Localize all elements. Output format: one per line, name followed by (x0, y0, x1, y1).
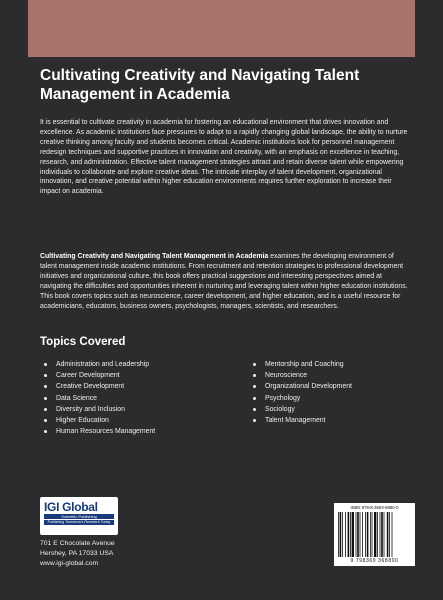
barcode-bar (377, 512, 378, 557)
barcode-bar (387, 512, 389, 557)
topics-heading: Topics Covered (40, 336, 126, 348)
description-paragraph-2-text: examines the developing environment of talent management inside academic institutions. From recruitment and retention strategies to professional development initiatives and organizational culture, this book offers practical suggestions and interesting perspectives aimed at navigating the difficulties and opportunities inherent in nurturing and leveraging talent within higher education institutions. This book covers topics such as neuroscience, career development, and higher education, and is a useful resource for academicians, educators, business owners, psychologists, managers, scientists, and researchers. (40, 253, 408, 310)
barcode-bar (381, 512, 383, 557)
address-street: 701 E Chocolate Avenue (40, 540, 115, 547)
publisher-logo-tagline: Publishing Tomorrow's Research Today (44, 520, 114, 525)
topic-item: Talent Management (253, 415, 352, 426)
cover-top-band (28, 0, 415, 57)
topic-item: Neuroscience (253, 370, 352, 381)
publisher-logo-subtitle: Scientific Publishing (44, 514, 114, 519)
publisher-address (40, 539, 115, 569)
description-paragraph-2 (40, 252, 410, 311)
topic-item: Organizational Development (253, 381, 352, 392)
barcode-bar (345, 512, 346, 557)
barcode-bars (337, 512, 412, 557)
topic-item: Sociology (253, 404, 352, 415)
book-title-line1: Cultivating Creativity and Navigating Talent (40, 67, 360, 84)
barcode-bar (389, 512, 390, 557)
barcode-bar (340, 512, 342, 557)
isbn-digits: 9 798369 368800 (350, 558, 399, 564)
description-paragraph-1: It is essential to cultivate creativity in academia for fostering an educational environment that drives innovation and excellence. As academic institutions face pressures to adapt to a rapidly changing global landscape, the ability to nurture creative thinking among faculty and students becomes critical. Academic institutions look for personnel management redesign techniques and supportive practices in innovation and creativity, with an emphasis on excellence in teaching, research, and administration. Effective talent management strategies attract and retain diverse talent while empowering individuals to collaborate and explore creative ideas. The intricate interplay of talent development, organizational innovation, and creative potential within higher education environments requires further exploration to increase their impact on academia. (40, 119, 408, 196)
book-title (40, 66, 410, 104)
topic-item: Diversity and Inclusion (44, 404, 155, 415)
barcode-bar (374, 512, 376, 557)
topic-item: Psychology (253, 393, 352, 404)
publisher-logo-name: IGI Global (44, 500, 98, 514)
barcode-bar (360, 512, 361, 557)
publisher-website[interactable]: www.igi-global.com (40, 560, 99, 567)
isbn-barcode (334, 503, 415, 566)
topic-item: Data Science (44, 393, 155, 404)
topics-list-left (44, 359, 155, 437)
barcode-bar (342, 512, 343, 557)
barcode-bar (372, 512, 373, 557)
barcode-bar (356, 512, 357, 557)
topic-item: Human Resources Management (44, 426, 155, 437)
barcode-bar (348, 512, 350, 557)
topic-item: Mentorship and Coaching (253, 359, 352, 370)
description-book-title: Cultivating Creativity and Navigating Talent Management in Academia (40, 253, 269, 260)
address-city: Hershey, PA 17033 USA (40, 550, 114, 557)
topic-item: Career Development (44, 370, 155, 381)
topic-item: Higher Education (44, 415, 155, 426)
barcode-bar (380, 512, 381, 557)
barcode-bar (365, 512, 366, 557)
barcode-bar (370, 512, 371, 557)
barcode-bar (350, 512, 351, 557)
barcode-bar (338, 512, 339, 557)
topic-item: Creative Development (44, 381, 155, 392)
barcode-bar (392, 512, 393, 557)
barcode-bar (357, 512, 359, 557)
isbn-label: ISBN 979-8-3693-6880-0 (350, 505, 399, 510)
barcode-bar (362, 512, 363, 557)
book-title-line2: Management in Academia (40, 86, 230, 103)
topic-item: Administration and Leadership (44, 359, 155, 370)
topics-list-right (253, 359, 352, 426)
barcode-bar (352, 512, 354, 557)
publisher-logo (40, 497, 118, 535)
barcode-bar (367, 512, 369, 557)
barcode-bar (384, 512, 385, 557)
